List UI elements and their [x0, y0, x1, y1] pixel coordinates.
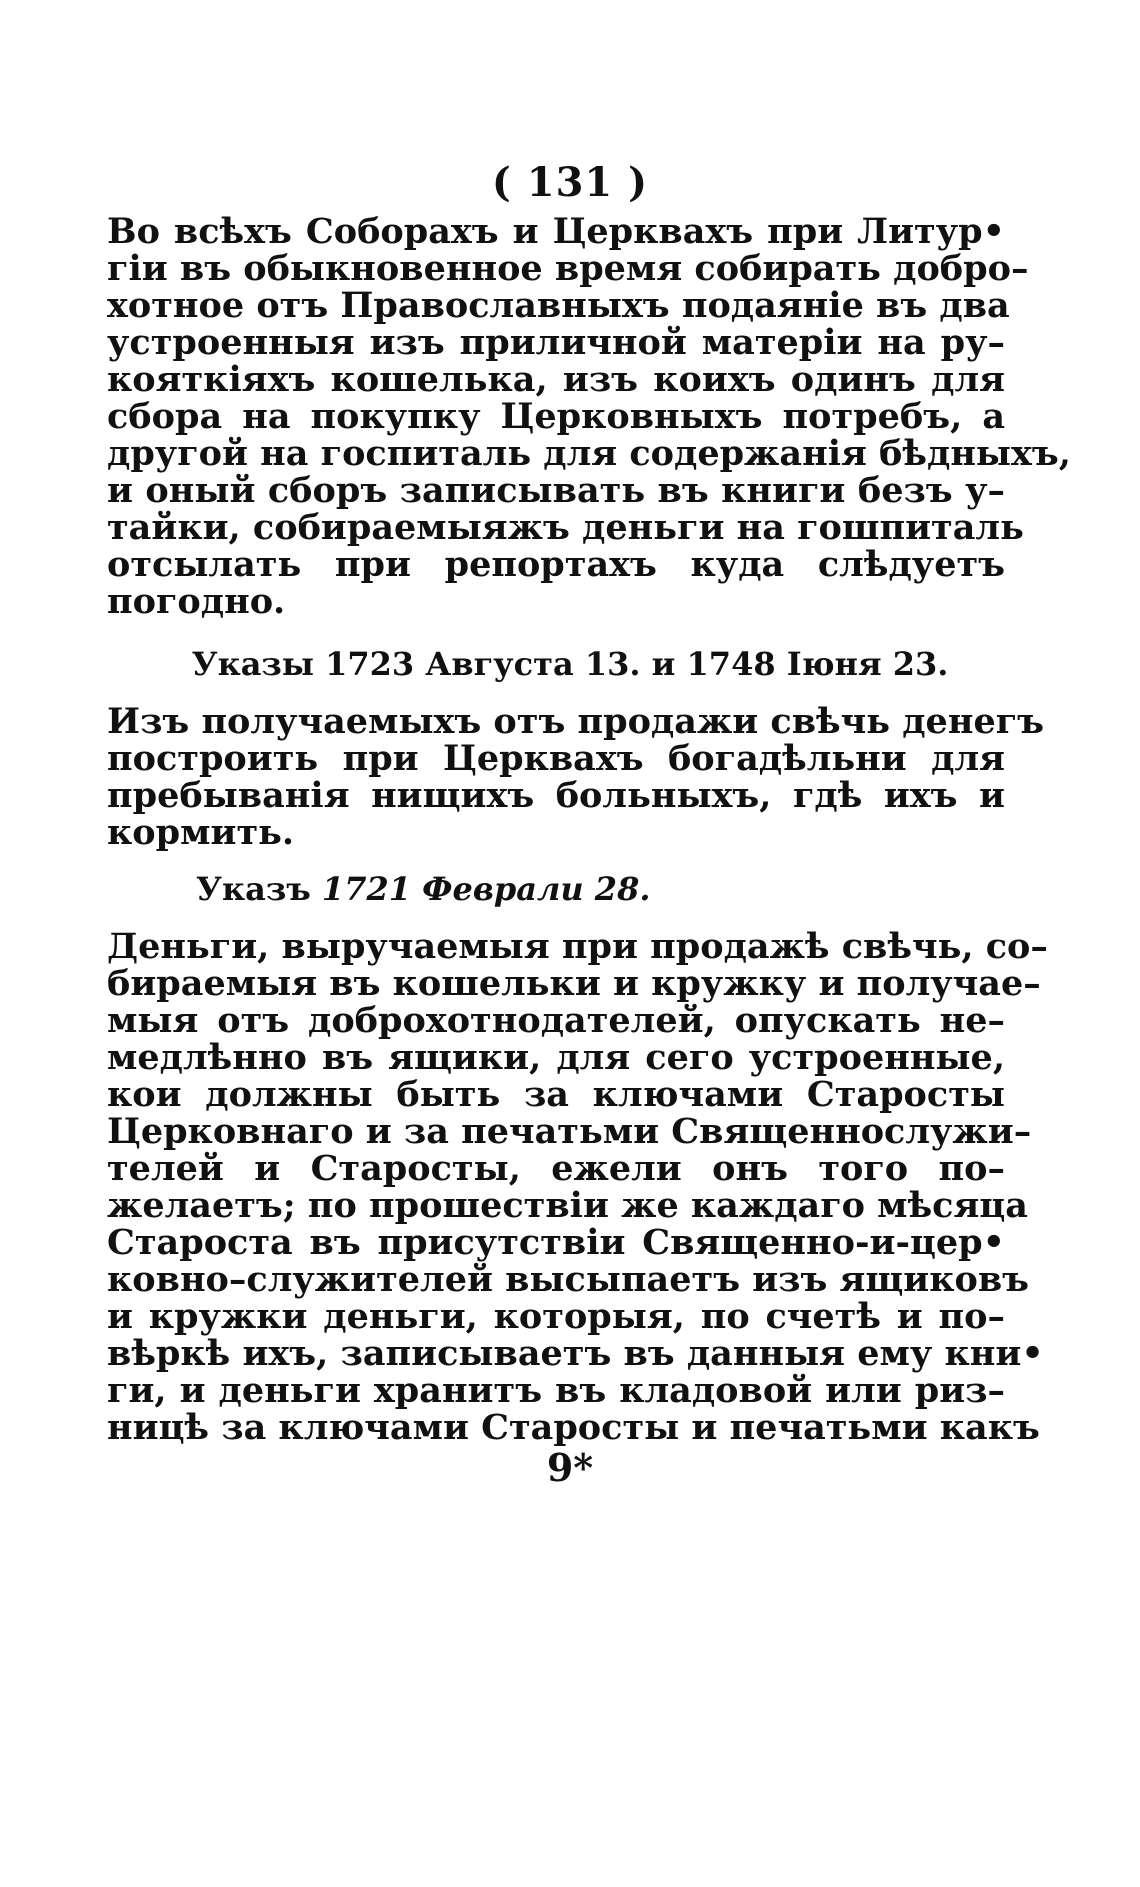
text-line: телей и Старосты, ежели онъ того по–	[107, 1148, 1005, 1189]
text-line: медлѣнно въ ящики, для сего устроенные,	[107, 1037, 1005, 1078]
text-line: бираемыя въ кошельки и кружку и получае–	[107, 963, 1041, 1004]
text-line: мыя отъ доброхотнодателей, опускать не–	[107, 1000, 1005, 1041]
text-line: хотное отъ Православныхъ подаяніе въ два	[107, 285, 1010, 326]
text-line: Церковнаго и за печатьми Священнослужи–	[107, 1111, 1032, 1152]
text-line: Изъ получаемыхъ отъ продажи свѣчь денегъ	[107, 701, 1045, 742]
decree-heading	[196, 868, 650, 910]
text-line: вѣркѣ ихъ, записываетъ въ данныя ему кни•	[107, 1333, 1044, 1374]
decree-heading-label: Указъ	[196, 870, 311, 908]
text-line: кормить.	[107, 812, 295, 853]
text-line: ги, и деньги хранитъ въ кладовой или риз–	[107, 1370, 1005, 1411]
text-line: ковно–служителей высыпаетъ изъ ящиковъ	[107, 1259, 1030, 1300]
text-line: кояткіяхъ кошелька, изъ коихъ одинъ для	[107, 359, 1005, 400]
decree-heading-date: 1721 Феврали 28.	[321, 870, 651, 908]
signature-mark: 9*	[546, 1445, 594, 1490]
decree-heading: Указы 1723 Августа 13. и 1748 Іюня 23.	[191, 645, 949, 683]
text-line: построить при Церквахъ богадѣльни для	[107, 738, 1005, 779]
text-line: кои должны быть за ключами Старосты	[107, 1074, 1005, 1115]
text-line: тайки, собираемыяжъ деньги на гошпиталь	[107, 507, 1024, 548]
text-line: и оный сборъ записывать въ книги безъ у–	[107, 470, 1005, 511]
text-line: Староста въ присутствіи Священно-и-цер•	[107, 1222, 1005, 1263]
text-line: желаетъ; по прошествіи же каждаго мѣсяца	[107, 1185, 1028, 1226]
text-line: сбора на покупку Церковныхъ потребъ, а	[107, 396, 1005, 437]
text-line: погодно.	[107, 581, 286, 622]
text-line: пребыванія нищихъ больныхъ, гдѣ ихъ и	[107, 775, 1005, 816]
text-line: и кружки деньги, которыя, по счетѣ и по–	[107, 1296, 1005, 1337]
text-line: другой на госпиталь для содержанія бѣдныхъ,	[107, 433, 1071, 474]
text-line: Деньги, выручаемыя при продажѣ свѣчь, со–	[107, 926, 1048, 967]
text-line: устроенныя изъ приличной матеріи на ру–	[107, 322, 1005, 363]
text-line: ницѣ за ключами Старосты и печатьми какъ	[107, 1407, 1040, 1448]
page-number: ( 131 )	[491, 159, 649, 206]
text-line: Во всѣхъ Соборахъ и Церквахъ при Литур•	[107, 211, 1005, 252]
text-line: гіи въ обыкновенное время собирать добро–	[107, 248, 1029, 289]
text-line: отсылать при репортахъ куда слѣдуетъ	[107, 544, 1005, 585]
